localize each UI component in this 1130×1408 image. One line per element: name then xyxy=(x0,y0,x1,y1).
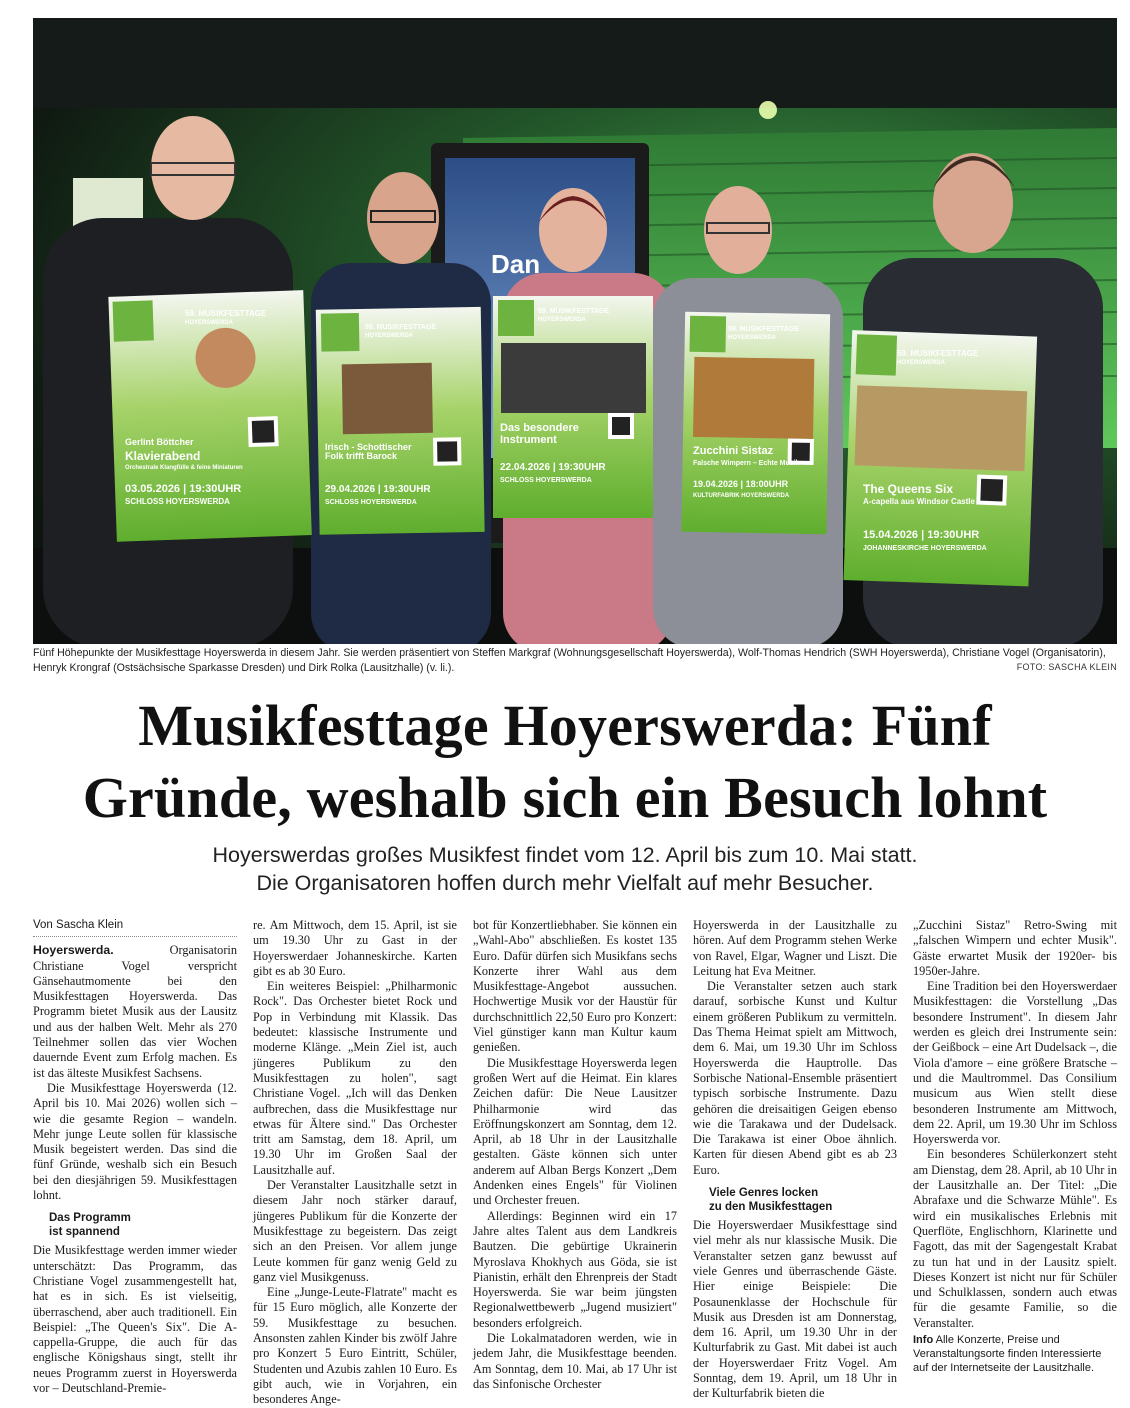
photo-credit: FOTO: SASCHA KLEIN xyxy=(1016,662,1117,672)
subheading-line: zu den Musikfesttagen xyxy=(709,1201,833,1214)
poster-1-venue: SCHLOSS HOYERSWERDA xyxy=(125,497,230,506)
byline: Von Sascha Klein xyxy=(33,918,237,937)
paragraph: Hoyerswerda in der Lausitzhalle zu hören. Auf dem Programm stehen Werke von Ravel, Elgar, Wagner und Liszt. Die Leitung hat Eva Meitner. xyxy=(693,918,897,978)
poster-3-venue: SCHLOSS HOYERSWERDA xyxy=(500,477,592,484)
display-screen-text: Dan xyxy=(491,249,541,279)
paragraph: bot für Konzertliebhaber. Sie können ein „Wahl-Abo" abschließen. Es kostet 135 Euro. Dafür dürfen sich Musikfans sechs Konzerte ihrer Wahl aus dem Musikfesttage-Angebot aussuchen. Hochwertige Musik vor der Haustür für durchschnittlich 22,50 Euro pro Konzert: Viel günstiger kann man Kultur kaum genießen. xyxy=(473,918,677,1055)
poster-2-title: Irisch - Schottischer Folk trifft Barock xyxy=(325,442,412,462)
ceiling xyxy=(33,18,1117,108)
headline-line-1: Musikfesttage Hoyerswerda: Fünf xyxy=(138,693,992,758)
photo-caption: Fünf Höhepunkte der Musikfesttage Hoyerswerda in diesem Jahr. Sie werden präsentiert von Steffen Markgraf (Wohnungsgesellschaft Hoyerswerda), Wolf-Thomas Hendrich (SWH Hoyerswerda), Christiane Vogel (Organisatorin), Henryk Krongraf (Ostsächsische Sparkasse Dresden) und Dirk Rolka (Lausitzhalle) (v. li.). xyxy=(33,647,1106,674)
dateline: Hoyerswerda. xyxy=(33,943,114,958)
poster-1-edition: 59. MUSIKFESTTAGE xyxy=(185,309,267,318)
poster-5-venue: JOHANNESKIRCHE HOYERSWERDA xyxy=(863,545,987,552)
paragraph: Ein weiteres Beispiel: „Philharmonic Rock". Das Orchester bietet Rock und Pop in Verbindung mit Klassik. Das bedeutet: klassische Instrumente und moderne Klänge. „Mein Ziel ist, auch jüngeres Publikum zu den Musikfesttagen zu holen", sagt Christiane Vogel. „Ich will das Denken aufbrechen, dass die Musikfesttage nur etwas für Ältere sind." Das Orchester tritt am Samstag, dem 18. April, um 19.30 Uhr im Großen Saal der Lausitzhalle auf. xyxy=(253,979,457,1177)
article-column-4 xyxy=(693,918,897,1402)
paragraph: Die Veranstalter setzen auch stark darauf, sorbische Kunst und Kultur einem größeren Publikum zu vermitteln. Das Thema Heimat spielt am Mittwoch, dem 6. Mai, um 19.30 Uhr im Schloss Hoyerswerda die Hauptrolle. Das Sorbische National-Ensemble präsentiert typisch sorbische Instrumente. Dazu gehören die dreisaitigen Geigen ebenso wie die Tarakawa und der Dudelsack. Die Tarakawa ist einer Oboe ähnlich. Karten für diesen Abend gibt es ab 23 Euro. xyxy=(693,979,897,1177)
poster-4-city: HOYERSWERDA xyxy=(728,335,777,341)
poster-4-title: Zucchini Sistaz xyxy=(693,445,774,457)
poster-1-artist: Gerlint Böttcher xyxy=(125,437,194,447)
paragraph: Die Musikfesttage werden immer wieder unterschätzt: Das Programm, das Christiane Vogel zusammengestellt hat, hat es in sich. Es ist vielseitig, überraschend, aber auch traditionell. Ein Beispiel: „The Queen's Six". Die A-cappella-Gruppe, die auch für das englische Königshaus singt, stellt ihr neues Programm zuerst in Hoyerswerda vor – Deutschland-Premie- xyxy=(33,1243,237,1396)
info-box xyxy=(913,1333,1117,1375)
paragraph: Ein besonderes Schülerkonzert steht am Dienstag, dem 28. April, ab 10 Uhr in der Lausitzhalle an. Der Titel: „Die Abrafaxe und die Schwarze Mühle". Es wird ein musikalisches Erlebnis mit Querflöte, Englischhorn, Klarinette und Fagott, das mit der Sagengestalt Krabat zu tun hat und in der Lausitz spielt. Dieses Konzert ist nicht nur für Schüler und Schulklassen, sondern auch etwas für die gesamte Familie, so die Veranstalter. xyxy=(913,1147,1117,1330)
info-label: Info xyxy=(913,1334,934,1347)
stage-light xyxy=(759,101,777,119)
headline xyxy=(30,690,1100,834)
article-column-5 xyxy=(913,918,1117,1375)
poster-5-city: HOYERSWERDA xyxy=(897,360,946,366)
poster-3-date: 22.04.2026 | 19:30UHR xyxy=(500,462,606,473)
poster-5-subtitle: A-capella aus Windsor Castle xyxy=(863,497,975,506)
poster-2-edition: 59. MUSIKFESTTAGE xyxy=(365,324,437,331)
headline-line-2: Gründe, weshalb sich ein Besuch lohnt xyxy=(82,765,1048,830)
paragraph: Allerdings: Beginnen wird ein 17 Jahre altes Talent aus dem Landkreis Bautzen. Die gebürtige Ukrainerin Myroslava Khokhych aus Göda, sie ist Pianistin, erhält den Ehrenpreis der Stadt Hoyerswerda. Sie war beim jüngsten Regionalwettbewerb „Jugend musiziert" besonders erfolgreich. xyxy=(473,1208,677,1330)
poster-4-venue: KULTURFABRIK HOYERSWERDA xyxy=(693,493,790,499)
paragraph-text: Organisatorin Christiane Vogel verspricht Gänsehautmomente bei den Musikfesttagen Hoyerswerda. Das Programm bietet Musik aus der Lausitz und aus der halben Welt. Mehr als 270 Teilnehmer sollen das vier Wochen dauernde Event zum Erfolg machen. Es ist das älteste Musikfest Sachsens. xyxy=(33,943,237,1080)
paragraph: Die Musikfesttage Hoyerswerda legen großen Wert auf die Heimat. Ein klares Zeichen dafür: Die Neue Lausitzer Philharmonie wird das Eröffnungskonzert am Sonntag, dem 12. April, ab 18 Uhr in der Lausitzhalle gestalten. Gäste können sich unter anderem auf Alban Bergs Konzert „Dem Andenken eines Engels" für Violinen und Orchester freuen. xyxy=(473,1055,677,1208)
subheading-line: Das Programm xyxy=(49,1212,131,1225)
poster-4-subtitle: Falsche Wimpern – Echte Musik xyxy=(693,460,800,467)
poster-1-date: 03.05.2026 | 19:30UHR xyxy=(125,483,242,495)
poster-3-edition: 59. MUSIKFESTTAGE xyxy=(538,308,610,315)
paragraph: Die Musikfesttage Hoyerswerda (12. April bis 10. Mai 2026) wollen sich – wie die gesamte Region – wandeln. Mehr junge Leute sollen für klassische Musik begeistert werden. Das sind die fünf Gründe, weshalb sich ein Besuch bei den diesjährigen 59. Musikfesttagen lohnt. xyxy=(33,1080,237,1203)
poster-4 xyxy=(681,312,830,534)
article-column-2 xyxy=(253,918,457,1408)
article-body xyxy=(33,918,1117,1407)
article-column-1 xyxy=(33,918,237,1396)
paragraph: re. Am Mittwoch, dem 15. April, ist sie um 19.30 Uhr zu Gast in der Hoyerswerdaer Johanneskirche. Karten gibt es ab 30 Euro. xyxy=(253,918,457,978)
article-column-3 xyxy=(473,918,677,1392)
poster-5-edition: 59. MUSIKFESTTAGE xyxy=(897,349,979,358)
paragraph: „Zucchini Sistaz" Retro-Swing mit „falschen Wimpern und echter Musik". Gäste erwartet Musik der 1920er- bis 1950er-Jahre. xyxy=(913,918,1117,978)
paragraph: Die Hoyerswerdaer Musikfesttage sind viel mehr als nur klassische Musik. Die Veranstalter setzen ganz bewusst auf viele Genres und überraschende Gäste. Hier einige Beispiele: Die Posaunenklasse der Hochschule für Musik aus Dresden ist am Donnerstag, dem 16. April, um 19.30 Uhr in der Kulturfabrik zu Gast. Mit dabei ist auch der Hoyerswerdaer Fritz Vogel. Am Sonntag, dem 19. April, um 18 Uhr in der Kulturfabrik bieten die xyxy=(693,1218,897,1401)
poster-3 xyxy=(493,296,653,518)
poster-2-date: 29.04.2026 | 19:30UHR xyxy=(325,484,431,495)
article-photo xyxy=(33,18,1117,644)
poster-1-city: HOYERSWERDA xyxy=(185,320,234,326)
info-text: Alle Konzerte, Preise und Veranstaltungsorte finden Interessierte auf der Internetseite der Lausitzhalle. xyxy=(913,1334,1102,1375)
poster-2-venue: SCHLOSS HOYERSWERDA xyxy=(325,499,417,506)
paragraph: Eine „Junge-Leute-Flatrate" macht es für 15 Euro möglich, alle Konzerte der 59. Musikfesttage zu besuchen. Ansonsten zahlen Kinder bis zwölf Jahre pro Konzert 5 Euro Eintritt, Schüler, Studenten und Azubis zahlen 10 Euro. Es gibt auch, wie in Vorjahren, ein besonderes Ange- xyxy=(253,1285,457,1407)
poster-3-city: HOYERSWERDA xyxy=(538,317,587,323)
paragraph xyxy=(33,943,237,1081)
subheading xyxy=(49,1211,237,1239)
paragraph: Eine Tradition bei den Hoyerswerdaer Musikfesttagen: die Vorstellung „Das besondere Instrument". In diesem Jahr werden es gleich drei Instrumente sein: der Geißbock – eine Art Dudelsack –, die Viola d'amore – eine größere Bratsche – und die Maultrommel. Das Consilium musicum aus Wien stellt diese besonderen Instrumente am Mittwoch, dem 22. April, um 19.30 Uhr im Schloss Hoyerswerda vor. xyxy=(913,979,1117,1147)
subheadline xyxy=(60,841,1070,897)
subheading-line: Viele Genres locken xyxy=(709,1187,819,1200)
paragraph: Die Lokalmatadoren werden, wie in jedem Jahr, die Musikfesttage beenden. Am Sonntag, dem 10. Mai, ab 17 Uhr ist das Sinfonische Orchester xyxy=(473,1331,677,1391)
subheadline-line-2: Die Organisatoren hoffen durch mehr Vielfalt auf mehr Besucher. xyxy=(256,871,874,895)
subheadline-line-1: Hoyerswerdas großes Musikfest findet vom 12. April bis zum 10. Mai statt. xyxy=(212,843,918,867)
poster-1-subtitle: Orchestrale Klangfülle & feine Miniaturen xyxy=(125,465,243,471)
poster-2-city: HOYERSWERDA xyxy=(365,333,414,339)
poster-4-date: 19.04.2026 | 18:00UHR xyxy=(693,479,789,489)
subheading-line: ist spannend xyxy=(49,1226,120,1239)
poster-4-edition: 59. MUSIKFESTTAGE xyxy=(728,326,800,333)
poster-5-title: The Queens Six xyxy=(863,482,954,496)
poster-3-title: Das besondere Instrument xyxy=(500,422,579,446)
subheading xyxy=(709,1186,897,1214)
paragraph: Der Veranstalter Lausitzhalle setzt in diesem Jahr noch stärker darauf, jüngeres Publikum für die Konzerte der Musikfesttage zu begeistern. Das zeigt sich an den Preisen. Vor allem junge Leute kommen für ganz wenig Geld zu ganz viel Musikgenuss. xyxy=(253,1178,457,1284)
poster-5-date: 15.04.2026 | 19:30UHR xyxy=(863,529,980,541)
poster-1-title: Klavierabend xyxy=(125,449,201,463)
